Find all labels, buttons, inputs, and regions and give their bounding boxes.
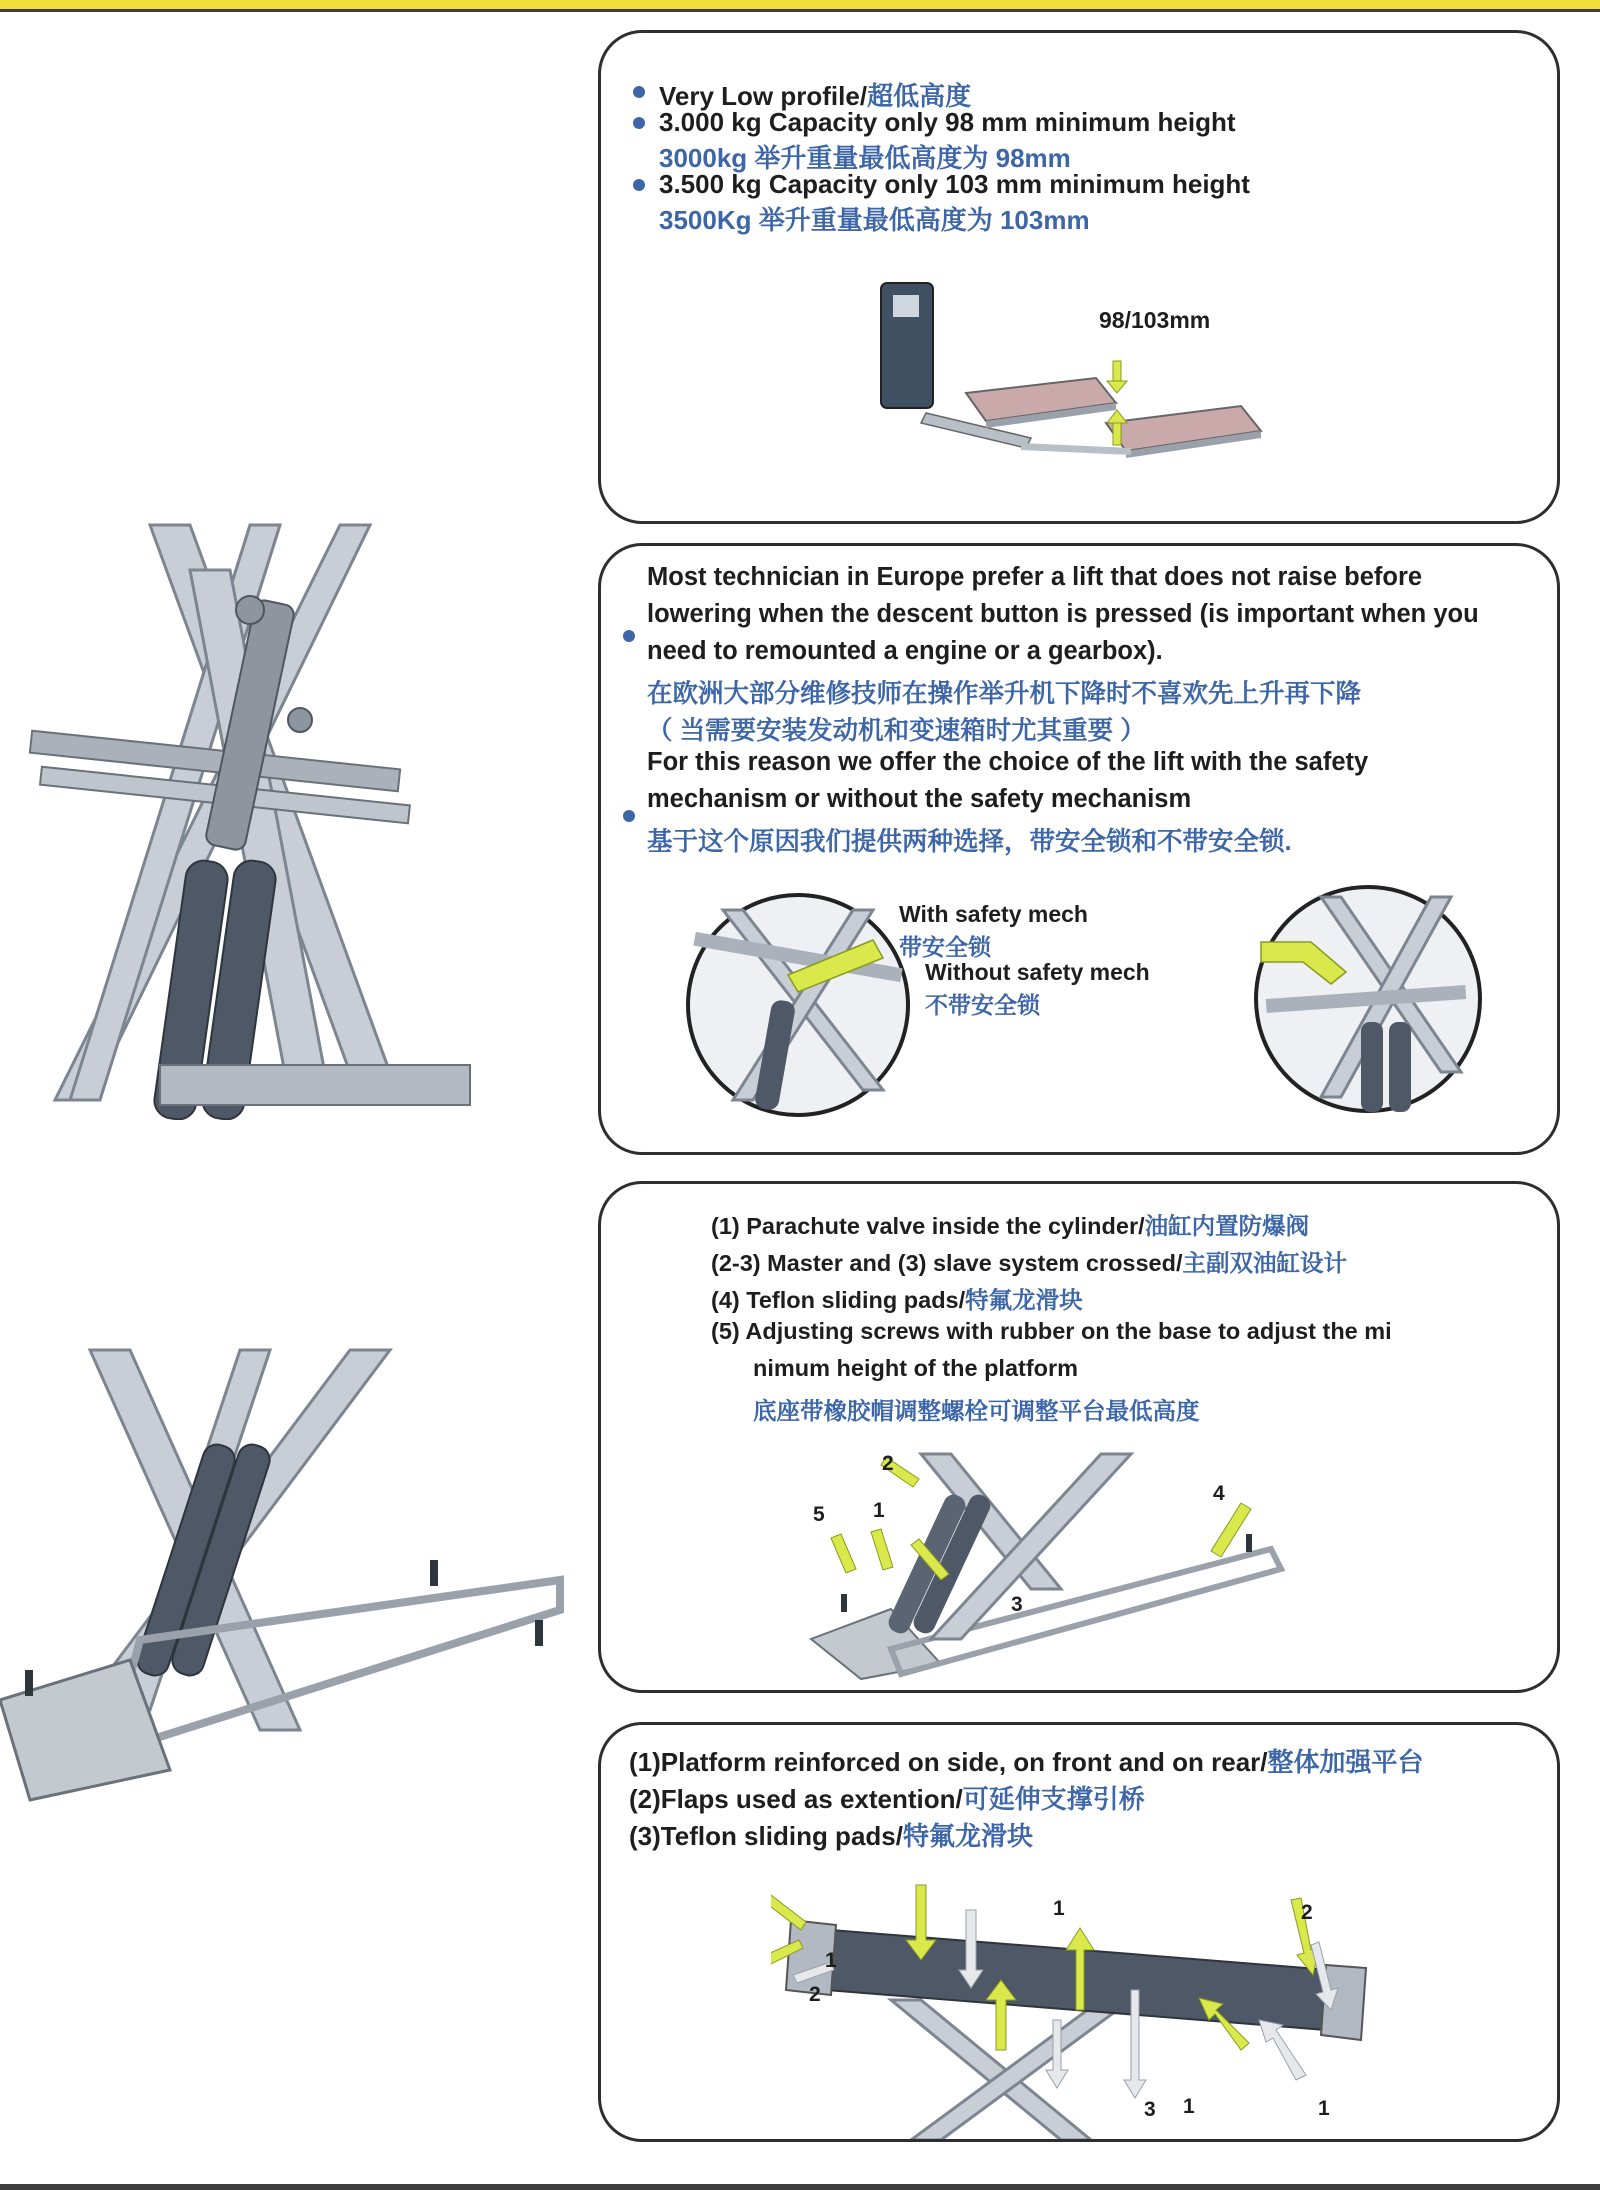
bullet-3000kg-cn: 3000kg 举升重量最低高度为 98mm	[659, 143, 1071, 173]
panel-platform-features	[598, 1722, 1560, 2142]
text-cn: 特氟龙滑块	[902, 1821, 1033, 1851]
callout-number: 2	[882, 1452, 894, 1475]
callout-number: 2	[1301, 1901, 1313, 1924]
callout-number: 5	[813, 1503, 825, 1526]
feature-item-2	[711, 1244, 1347, 1278]
callout-number: 1	[1053, 1897, 1065, 1920]
feature-item-5-cn: 底座带橡胶帽调整螺栓可调整平台最低高度	[753, 1398, 1200, 1424]
scissor-lift-lower-illustration	[0, 1330, 600, 1810]
with-safety-label: With safety mech	[899, 901, 1088, 927]
without-safety-mech-detail	[1251, 882, 1486, 1117]
bullet-3500kg-cn: 3500Kg 举升重量最低高度为 103mm	[659, 205, 1090, 235]
scissor-lift-upper-illustration	[0, 520, 600, 1120]
text-cn: 油缸内置防爆阀	[1144, 1213, 1310, 1239]
para2-cn: 基于这个原因我们提供两种选择，带安全锁和不带安全锁.	[647, 828, 1292, 856]
para1-en-line3: need to remounted a engine or a gearbox).	[647, 637, 1163, 665]
without-safety-label: Without safety mech	[925, 959, 1150, 985]
feature-item-4	[711, 1281, 1083, 1315]
dimension-label: 98/103mm	[1099, 307, 1211, 333]
platform-item-2	[629, 1779, 1145, 1816]
callout-number: 3	[1011, 1593, 1023, 1616]
panel-cylinder-features	[598, 1181, 1560, 1693]
text-en: (1) Parachute valve inside the cylinder/	[711, 1213, 1145, 1239]
cylinder-features-illustration	[801, 1449, 1301, 1684]
text-en: (2-3) Master and (3) slave system crossed/	[711, 1250, 1183, 1276]
text-cn: 特氟龙滑块	[965, 1287, 1083, 1313]
feature-item-1	[711, 1207, 1309, 1241]
text-cn: 主副双油缸设计	[1182, 1250, 1348, 1276]
bullet-3000kg-en: 3.000 kg Capacity only 98 mm minimum height	[659, 107, 1236, 137]
top-accent-bar	[0, 0, 1600, 12]
bottom-accent-bar	[0, 2184, 1600, 2190]
feature-item-5-cont: nimum height of the platform	[753, 1355, 1079, 1381]
para2-en-line2: mechanism or without the safety mechanism	[647, 785, 1192, 813]
text-en: (2)Flaps used as extention/	[629, 1784, 963, 1814]
platform-item-1	[629, 1742, 1424, 1779]
callout-number: 1	[1318, 2097, 1330, 2120]
panel-low-profile	[598, 30, 1560, 524]
callout-number: 1	[1183, 2095, 1195, 2118]
bullet-dot	[633, 179, 645, 191]
para2-en-line1: For this reason we offer the choice of the lift with the safety	[647, 748, 1369, 776]
text-en: (3)Teflon sliding pads/	[629, 1821, 903, 1851]
bullet-dot	[633, 86, 645, 98]
without-safety-label-cn: 不带安全锁	[925, 992, 1040, 1018]
para1-cn-line2: （ 当需要安装发动机和变速箱时尤其重要 ）	[647, 717, 1146, 745]
callout-number: 4	[1213, 1482, 1225, 1505]
bullet-dot	[623, 810, 635, 822]
callout-number: 3	[1144, 2098, 1156, 2121]
text-en: (4) Teflon sliding pads/	[711, 1287, 966, 1313]
bullet-dot	[633, 117, 645, 129]
with-safety-label-cn: 带安全锁	[899, 934, 991, 960]
text-cn: 可延伸支撑引桥	[962, 1784, 1145, 1814]
text-en: (1)Platform reinforced on side, on front and on rear/	[629, 1747, 1268, 1777]
feature-item-5: (5) Adjusting screws with rubber on the base to adjust the mi	[711, 1318, 1392, 1344]
platform-item-3	[629, 1816, 1033, 1853]
bullet-3500kg-en: 3.500 kg Capacity only 103 mm minimum height	[659, 169, 1250, 199]
callout-number: 1	[825, 1949, 837, 1972]
callout-number: 1	[873, 1499, 885, 1522]
text-en: Very Low profile/	[659, 81, 868, 111]
text-cn: 超低高度	[867, 81, 972, 111]
para1-en-line1: Most technician in Europe prefer a lift that does not raise before	[647, 563, 1423, 591]
text-cn: 整体加强平台	[1267, 1747, 1424, 1777]
panel-safety-mechanism	[598, 543, 1560, 1155]
callout-number: 2	[809, 1983, 821, 2006]
with-safety-mech-detail	[683, 890, 913, 1120]
bullet-dot	[623, 630, 635, 642]
platform-features-illustration	[771, 1880, 1371, 2140]
para1-cn-line1: 在欧洲大部分维修技师在操作举升机下降时不喜欢先上升再下降	[647, 680, 1362, 708]
para1-en-line2: lowering when the descent button is pressed (is important when you	[647, 600, 1479, 628]
